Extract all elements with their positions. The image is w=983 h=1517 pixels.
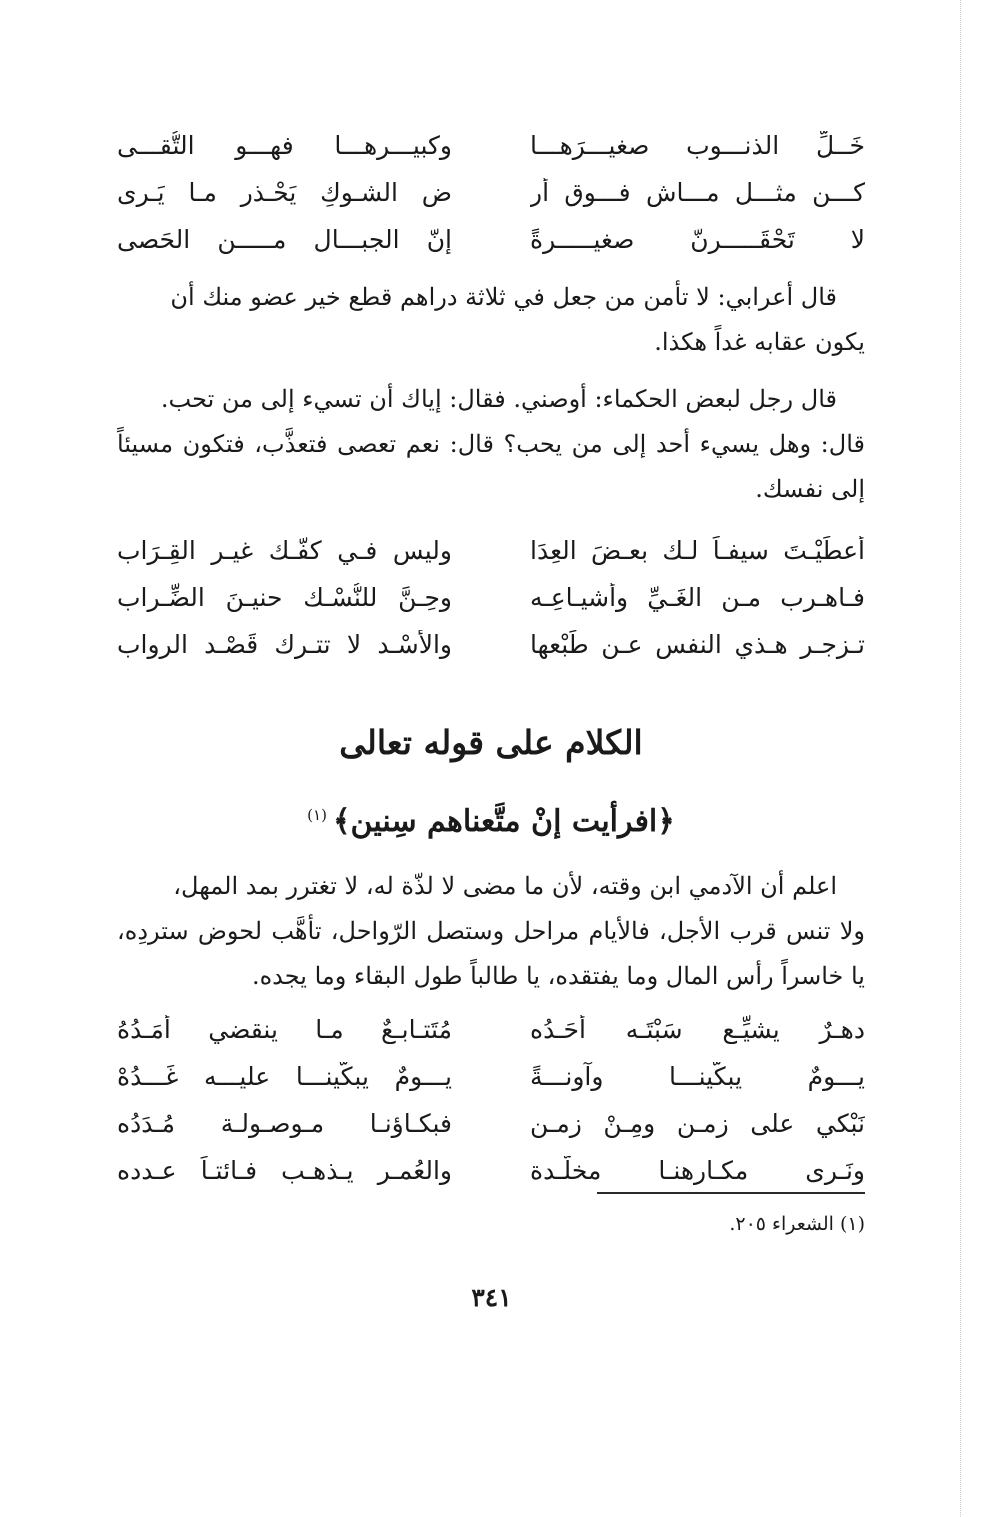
paragraph-rest: قال: وهل يسيء أحد إلى من يحب؟ قال: نعم تعصى فتعذَّب، فتكون مسيئاً إلى نفسك. — [117, 430, 865, 503]
verse-second-hemistich: يـــومٌ يبكّينـــا عليـــه غَـــدُهْ — [117, 1062, 452, 1091]
verse-line — [117, 527, 865, 574]
poem-block-3 — [117, 1006, 865, 1194]
verse-second-hemistich: وحِـنَّ للنُّسْـك حنيـنَ الضِّـراب — [117, 583, 452, 612]
verse-line — [117, 621, 865, 668]
verse-second-hemistich: فبكـاؤنـا مـوصـولـة مُـدَدُه — [117, 1109, 452, 1138]
verse-line — [117, 1147, 865, 1194]
poem-block-1 — [117, 122, 865, 267]
verse-second-hemistich: مُتَتـابـعٌ مـا ينقضي أمَـدُهُ — [117, 1015, 452, 1044]
verse-first-hemistich: يـــومٌ يبكّينـــا وآونـــةً — [530, 1062, 865, 1091]
paragraph-first-line: اعلم أن الآدمي ابن وقته، لأن ما مضى لا لذّة له، لا تغترر بمد المهل، — [173, 872, 837, 900]
paragraph-admonition — [117, 864, 865, 1000]
verse-first-hemistich: خَــلِّ الذنـــوب صغيـــرَهـــا — [530, 131, 865, 160]
verse-first-hemistich: نَبْكي على زمـنٍ ومِـنْ زمـن — [530, 1109, 865, 1138]
footnote-marker: (١) — [307, 806, 327, 824]
verse-second-hemistich: وليس فـي كفّـك غيـر القِـرَاب — [117, 536, 452, 565]
page-number: ٣٤١ — [471, 1283, 512, 1312]
footnote-separator — [597, 1192, 865, 1194]
verse-first-hemistich: دهـرٌ يشيِّـع سَبْتَـه أحَـدُه — [530, 1015, 865, 1044]
verse-second-hemistich: وكبيـــرهـــا فهـــو التُّقـــى — [117, 131, 452, 160]
quranic-verse-heading — [117, 788, 865, 842]
verse-first-hemistich: ونَـرى مكـارهنـا مخلّـدة — [530, 1156, 865, 1185]
verse-second-hemistich: ض الشـوكِ يَحْـذر مـا يَـرى — [117, 178, 452, 207]
poem-block-2 — [117, 527, 865, 672]
section-heading: الكلام على قوله تعالى — [339, 723, 643, 762]
verse-first-hemistich: كـــن مثـــل مـــاش فـــوق أر — [530, 178, 865, 207]
verse-line — [117, 122, 865, 169]
verse-second-hemistich: والأُسْـد لا تتـرك قَصْـد الرواب — [117, 630, 452, 659]
footnote: (١) الشعراء ٢٠٥. — [729, 1213, 865, 1235]
verse-line — [117, 1053, 865, 1100]
verse-line — [117, 1100, 865, 1147]
verse-second-hemistich: إنّ الجبـــال مـــــن الحَصى — [117, 225, 452, 254]
verse-second-hemistich: والعُمـر يـذهـب فـائتـاً عـدده — [117, 1156, 452, 1185]
paragraph-rest: يكون عقابه غداً هكذا. — [654, 328, 865, 356]
quranic-verse-text: ﴿افرأيت إنْ متَّعناهم سِنين﴾ — [332, 804, 675, 839]
verse-first-hemistich: لا تَحْقَـــــرنّ صغيـــــرةً — [530, 225, 865, 254]
paragraph-rest: ولا تنس قرب الأجل، فالأيام مراحل وستصل الرّواحل، تأهَّب لحوض ستردِه، يا خاسراً رأس المال وما يفتقده، يا طالباً طول البقاء وما يجده. — [117, 917, 865, 990]
verse-first-hemistich: فـاهـرب مـن الغَـيِّ وأشيـاعِـه — [530, 583, 865, 612]
verse-first-hemistich: أَعطَيْـتَ سيفـاً لـك بعـضَ العِدَا — [530, 536, 865, 565]
paragraph-bedouin-saying — [117, 275, 865, 367]
verse-line — [117, 1006, 865, 1053]
paragraph-wise-man-advice — [117, 377, 865, 515]
paragraph-first-line: قال رجل لبعض الحكماء: أوصني. فقال: إياك أن تسيء إلى من تحب. — [160, 385, 837, 413]
paragraph-first-line: قال أعرابي: لا تأمن من جعل في ثلاثة دراهم قطع خير عضو منك أن — [170, 283, 837, 311]
verse-first-hemistich: تـزجـر هـذي النفس عـن طَبْعها — [530, 630, 865, 659]
verse-line — [117, 216, 865, 263]
verse-line — [117, 169, 865, 216]
verse-line — [117, 574, 865, 621]
page-content — [117, 122, 865, 1194]
